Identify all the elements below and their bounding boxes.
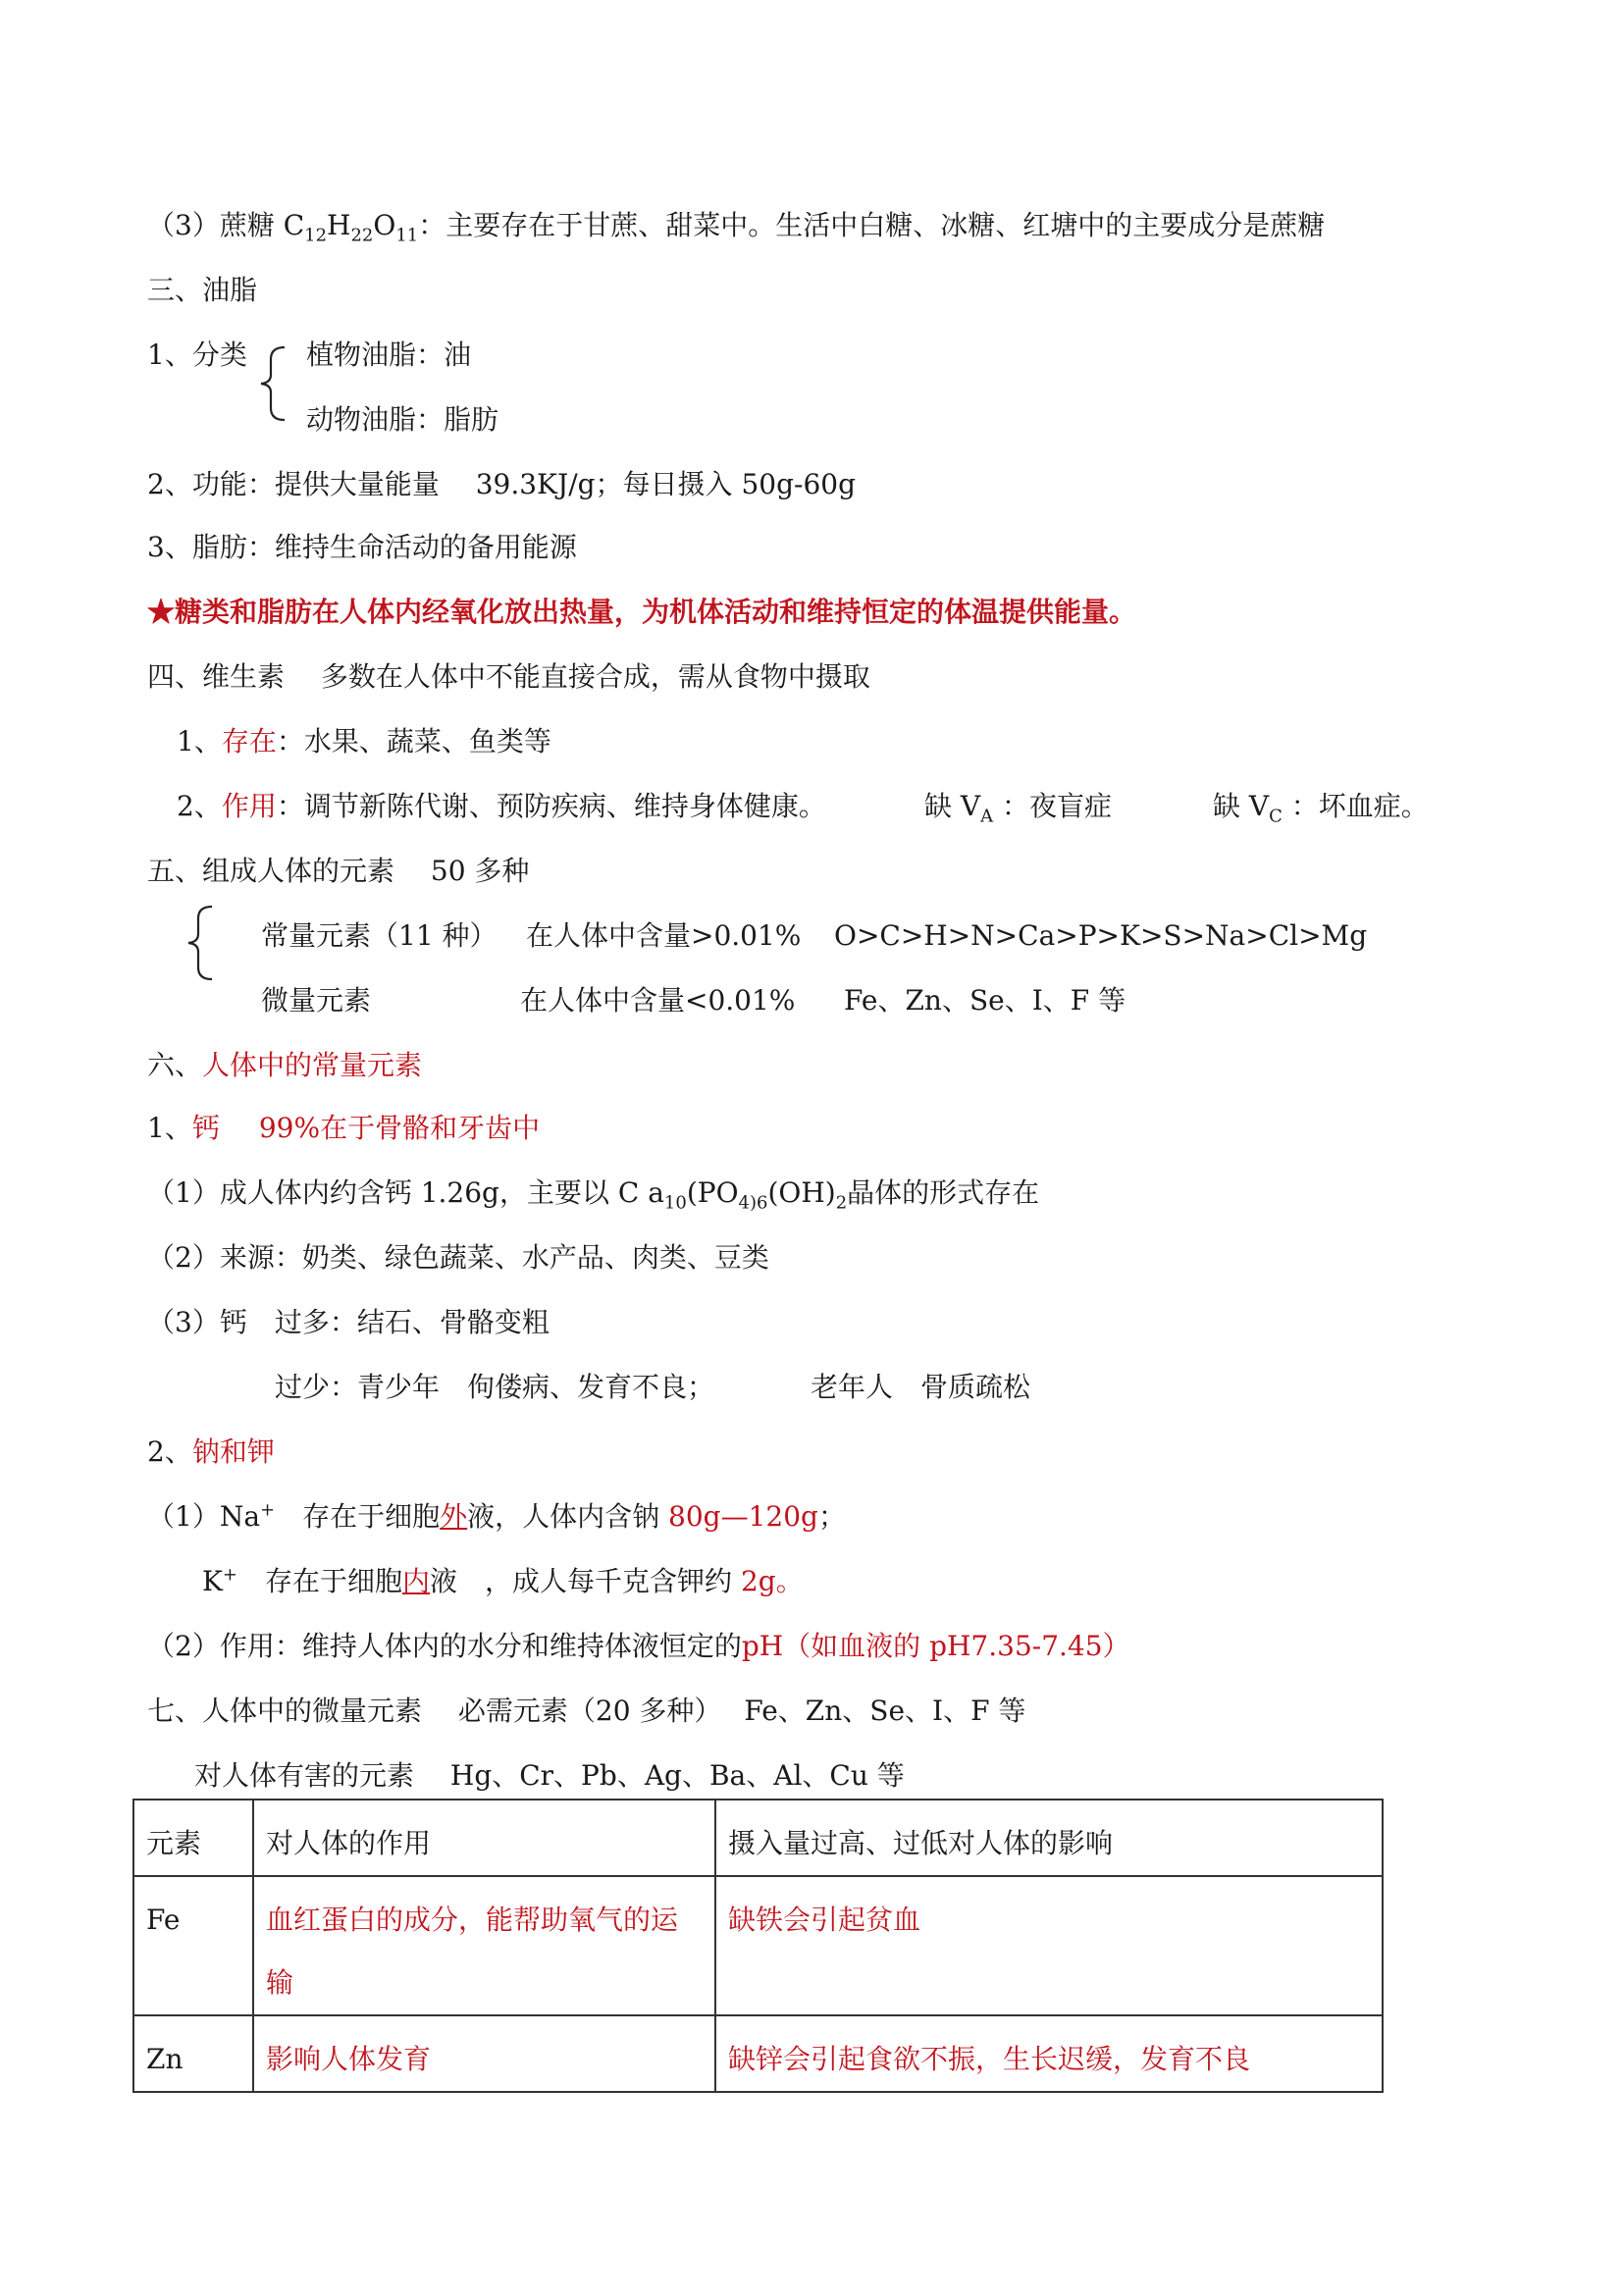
vitamin-c-deficiency: 缺 $V_C$ ：坏血症。 <box>1213 790 1429 827</box>
calcium-sources: （2）来源：奶类、绿色蔬菜、水产品、肉类、豆类 <box>147 1241 769 1274</box>
macro-element-order: O>C>H>N>Ca>P>K>S>Na>Cl>Mg <box>834 919 1368 952</box>
calcium-deficiency-youth: 过少：青少年 佝偻病、发育不良； <box>275 1371 715 1403</box>
macro-element-name: 常量元素（11 种） <box>261 919 497 952</box>
left-brace-icon <box>184 903 218 983</box>
star-note: ★糖类和脂肪在人体内经氧化放出热量，为机体活动和维持恒定的体温提供能量。 <box>147 596 1137 628</box>
micro-element-name: 微量元素 <box>261 984 372 1017</box>
fats-plant: 植物油脂：油 <box>306 339 472 371</box>
table-cell-effect: 缺锌会引起食欲不振，生长迟缓，发育不良 <box>715 2015 1383 2092</box>
harmful-elements: 对人体有害的元素 Hg、Cr、Pb、Ag、Ba、Al、Cu 等 <box>194 1759 905 1792</box>
table-header-cell: 摄入量过高、过低对人体的影响 <box>715 1800 1383 1876</box>
sodium-line: （1）Na+ 存在于细胞外液，人体内含钠 80g—120g； <box>147 1499 846 1533</box>
fats-function: 2、功能：提供大量能量 39.3KJ/g；每日摄入 50g-60g <box>147 468 857 500</box>
table-cell-role: 影响人体发育 <box>253 2015 715 2092</box>
fats-reserve: 3、脂肪：维持生命活动的备用能源 <box>147 531 577 563</box>
calcium-amount: （1）成人体内约含钙 1.26g，主要以 C $a_{10}(PO_{4)6}(OH)_2$晶体的形式存在 <box>147 1176 1040 1214</box>
potassium-line: K+ 存在于细胞内液 ，成人每千克含钾约 2g。 <box>202 1564 804 1597</box>
fats-animal: 动物油脂：脂肪 <box>306 403 499 436</box>
table-header-cell: 元素 <box>133 1800 253 1876</box>
calcium-heading: 1、钙 99%在于骨骼和牙齿中 <box>147 1112 541 1144</box>
micro-element-content: 在人体中含量<0.01% <box>520 984 796 1017</box>
fats-classification-label: 1、分类 <box>147 339 247 371</box>
calcium-deficiency-elderly: 老年人 骨质疏松 <box>811 1371 1031 1403</box>
table-row <box>133 1876 1383 2015</box>
section-title-elements: 五、组成人体的元素 50 多种 <box>147 855 530 887</box>
table-cell-element: Fe <box>133 1876 253 2015</box>
calcium-excess: （3）钙 过多：结石、骨骼变粗 <box>147 1306 550 1338</box>
section-title-macro: 六、人体中的常量元素 <box>147 1049 423 1081</box>
table-header-cell: 对人体的作用 <box>253 1800 715 1876</box>
table-row <box>133 2015 1383 2092</box>
trace-element-table <box>132 1799 1384 2093</box>
table-cell-role: 血红蛋白的成分，能帮助氧气的运输 <box>253 1876 715 2015</box>
table-cell-element: Zn <box>133 2015 253 2092</box>
micro-element-list: Fe、Zn、Se、I、F 等 <box>844 984 1126 1017</box>
sodium-potassium-heading: 2、钠和钾 <box>147 1435 275 1468</box>
macro-element-content: 在人体中含量>0.01% <box>526 919 802 952</box>
left-brace-icon <box>257 343 290 424</box>
sodium-potassium-role: （2）作用：维持人体内的水分和维持体液恒定的pH（如血液的 pH7.35-7.45） <box>147 1630 1130 1662</box>
vitamins-existence: 1、存在：水果、蔬菜、鱼类等 <box>177 725 551 757</box>
table-cell-effect: 缺铁会引起贫血 <box>715 1876 1383 2015</box>
sucrose-line: （3）蔗糖 $C_{12}H_{22}O_{11}$：主要存在于甘蔗、甜菜中。生活中白糖、冰糖、红塘中的主要成分是蔗糖 <box>147 209 1326 246</box>
table-header-row <box>133 1800 1383 1876</box>
section-title-vitamins: 四、维生素 多数在人体中不能直接合成，需从食物中摄取 <box>147 660 870 693</box>
vitamin-a-deficiency: 缺 $V_A$ ：夜盲症 <box>924 790 1113 827</box>
section-title-fats: 三、油脂 <box>147 274 258 306</box>
vitamins-function: 2、作用：调节新陈代谢、预防疾病、维持身体健康。 <box>177 790 826 822</box>
section-title-trace: 七、人体中的微量元素 必需元素（20 多种） Fe、Zn、Se、I、F 等 <box>147 1695 1026 1727</box>
